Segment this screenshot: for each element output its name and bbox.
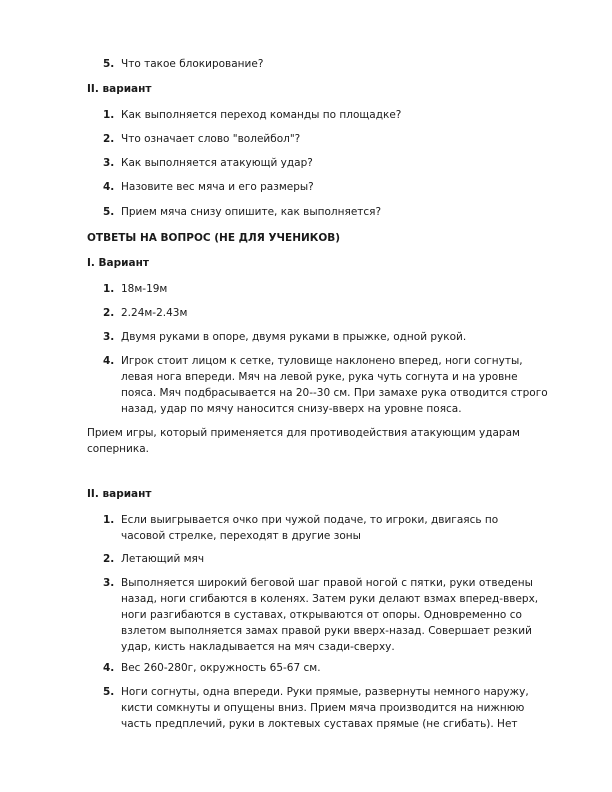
- list-item-text: Назовите вес мяча и его размеры?: [121, 181, 314, 193]
- answer-text: 18м-19м: [121, 283, 168, 295]
- list-number: 4.: [103, 662, 115, 674]
- list-number: 1.: [103, 283, 115, 295]
- answer-text: взлетом выполняется замах правой руки вверх-назад. Совершает резкий: [121, 625, 532, 637]
- list-number: 4.: [103, 355, 115, 367]
- answer-text: Летающий мяч: [121, 553, 205, 565]
- answers-heading: ОТВЕТЫ НА ВОПРОС (НЕ ДЛЯ УЧЕНИКОВ): [87, 232, 341, 244]
- list-item-text: Что означает слово "волейбол"?: [121, 133, 301, 145]
- list-item-text: Что такое блокирование?: [121, 58, 264, 70]
- answer-text: удар, кисть накладывается на мяч сзади-сверху.: [121, 641, 395, 653]
- list-number: 2.: [103, 133, 115, 145]
- list-number: 5.: [103, 686, 115, 698]
- list-item-text: Прием мяча снизу опишите, как выполняется?: [121, 206, 382, 218]
- list-number: 5.: [103, 206, 115, 218]
- answer-text: пояса. Мяч подбрасывается на 20--30 см. При замахе рука отводится строго: [121, 387, 548, 399]
- list-number: 3.: [103, 577, 115, 589]
- list-number: 2.: [103, 553, 115, 565]
- answer-text: 2.24м-2.43м: [121, 307, 188, 319]
- variant-heading: II. вариант: [87, 488, 152, 500]
- paragraph-text: соперника.: [87, 443, 149, 455]
- list-number: 3.: [103, 157, 115, 169]
- list-number: 3.: [103, 331, 115, 343]
- answer-text: часть предплечий, руки в локтевых суставах прямые (не сгибать). Нет: [121, 718, 518, 730]
- answer-text: Двумя руками в опоре, двумя руками в прыжке, одной рукой.: [121, 331, 467, 343]
- answer-text: Если выигрывается очко при чужой подаче, то игроки, двигаясь по: [121, 514, 499, 526]
- answer-text: кисти сомкнуты и опущены вниз. Прием мяча производится на нижнюю: [121, 702, 525, 714]
- answer-text: левая нога впереди. Мяч на левой руке, рука чуть согнута и на уровне: [121, 371, 518, 383]
- variant-heading: I. Вариант: [87, 257, 149, 269]
- list-number: 4.: [103, 181, 115, 193]
- list-item-text: Как выполняется атакующй удар?: [121, 157, 313, 169]
- list-number: 5.: [103, 58, 115, 70]
- section-heading: II. вариант: [87, 83, 152, 95]
- answer-text: назад, удар по мячу наносится снизу-вверх на уровне пояса.: [121, 403, 462, 415]
- answer-text: Игрок стоит лицом к сетке, туловище наклонено вперед, ноги согнуты,: [121, 355, 523, 367]
- answer-text: Ноги согнуты, одна впереди. Руки прямые, развернуты немного наружу,: [121, 686, 529, 698]
- answer-text: Выполняется широкий беговой шаг правой ногой с пятки, руки отведены: [121, 577, 533, 589]
- answer-text: Вес 260-280г, окружность 65-67 см.: [121, 662, 321, 674]
- answer-text: назад, ноги сгибаются в коленях. Затем руки делают взмах вперед-вверх,: [121, 593, 539, 605]
- answer-text: ноги разгибаются в суставах, открываются от опоры. Одновременно со: [121, 609, 522, 621]
- list-item-text: Как выполняется переход команды по площадке?: [121, 109, 402, 121]
- list-number: 1.: [103, 109, 115, 121]
- list-number: 2.: [103, 307, 115, 319]
- answer-text: часовой стрелке, переходят в другие зоны: [121, 530, 361, 542]
- list-number: 1.: [103, 514, 115, 526]
- paragraph-text: Прием игры, который применяется для противодействия атакующим ударам: [87, 427, 520, 439]
